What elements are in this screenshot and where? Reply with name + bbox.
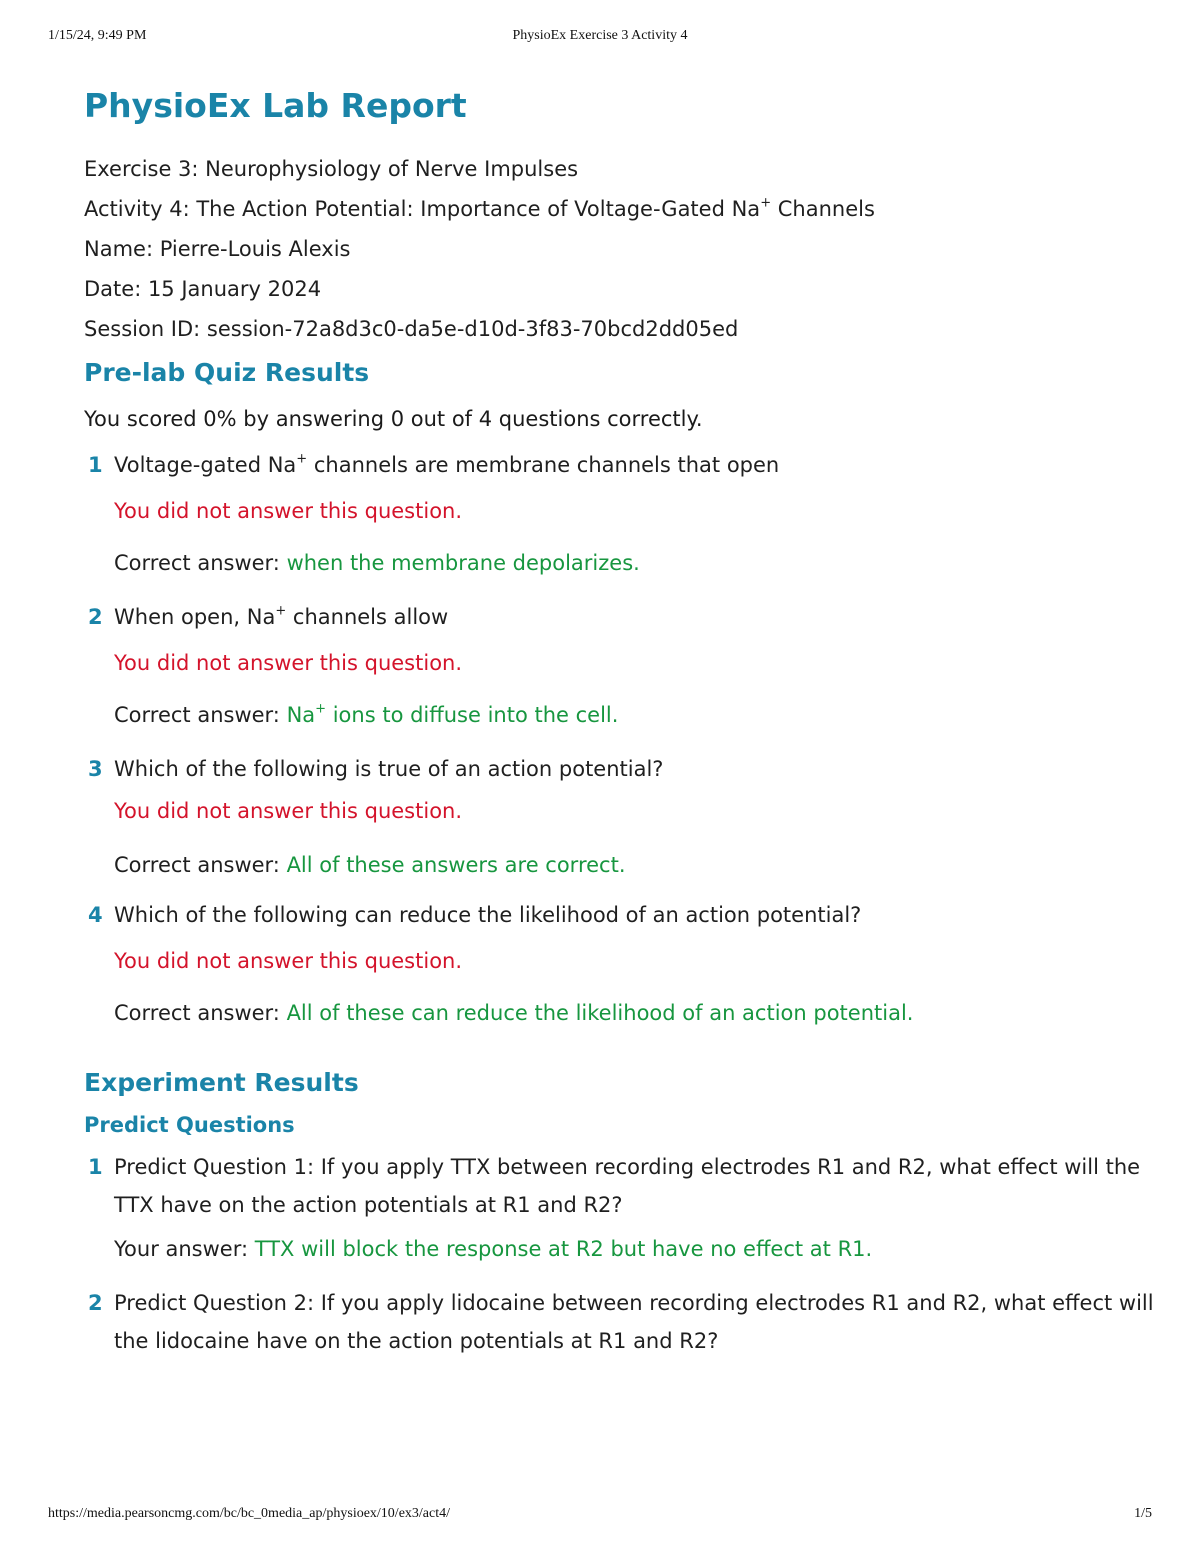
not-answered-notice: You did not answer this question. — [114, 499, 463, 523]
activity-text-end: Channels — [771, 197, 875, 221]
question-number: 3 — [88, 757, 103, 781]
correct-answer-label: Correct answer: — [114, 1001, 287, 1025]
question-line — [84, 896, 1154, 934]
your-answer-line — [84, 1236, 1154, 1262]
student-name: Name: Pierre-Louis Alexis — [84, 237, 351, 261]
predict-subheading: Predict Questions — [84, 1113, 295, 1137]
not-answered-notice: You did not answer this question. — [114, 651, 463, 675]
session-id: Session ID: session-72a8d3c0-da5e-d10d-3f83-70bcd2dd05ed — [84, 317, 739, 341]
question-text: Predict Question 2: If you apply lidocaine between recording electrodes R1 and R2, what effect will the lidocaine have on the action potentials at R1 and R2? — [114, 1291, 1154, 1353]
question-line — [84, 1148, 1154, 1224]
prelab-question — [84, 896, 1154, 1026]
not-answered-notice: You did not answer this question. — [114, 949, 463, 973]
report-content — [84, 84, 1154, 1360]
not-answered-notice: You did not answer this question. — [114, 799, 463, 823]
correct-answer-line — [84, 550, 1154, 576]
question-text: Predict Question 1: If you apply TTX between recording electrodes R1 and R2, what effect will the TTX have on the action potentials at R1 and R2? — [114, 1155, 1141, 1217]
print-footer — [0, 1506, 1200, 1526]
question-number: 2 — [88, 1291, 103, 1315]
print-doc-title: PhysioEx Exercise 3 Activity 4 — [512, 28, 688, 43]
predict-question — [84, 1148, 1154, 1262]
correct-answer-label: Correct answer: — [114, 551, 287, 575]
correct-answer-text: All of these can reduce the likelihood of an action potential. — [286, 1001, 914, 1025]
report-meta — [84, 156, 1154, 342]
question-line — [84, 750, 1154, 788]
report-date: Date: 15 January 2024 — [84, 277, 322, 301]
question-line — [84, 446, 1154, 484]
question-number: 2 — [88, 605, 103, 629]
print-url: https://media.pearsoncmg.com/bc/bc_0media_ap/physioex/10/ex3/act4/ — [48, 1506, 451, 1521]
activity-text: Activity 4: The Action Potential: Importance of Voltage-Gated Na — [84, 197, 761, 221]
your-answer-text: TTX will block the response at R2 but have no effect at R1. — [254, 1237, 873, 1261]
prelab-score: You scored 0% by answering 0 out of 4 questions correctly. — [84, 407, 703, 431]
correct-answer-text: All of these answers are correct. — [286, 853, 626, 877]
activity-line — [84, 196, 1154, 222]
correct-answer-line — [84, 852, 1154, 878]
correct-answer-line — [84, 702, 1154, 728]
correct-answer-label: Correct answer: — [114, 703, 287, 727]
print-datetime: 1/15/24, 9:49 PM — [48, 28, 147, 43]
correct-answer-label: Correct answer: — [114, 853, 287, 877]
experiment-heading: Experiment Results — [84, 1068, 359, 1097]
correct-answer-text: Na+ ions to diffuse into the cell. — [286, 701, 619, 727]
activity-superscript: + — [760, 195, 772, 211]
question-text: When open, Na+ channels allow — [114, 603, 449, 629]
prelab-heading: Pre-lab Quiz Results — [84, 358, 370, 387]
question-number: 4 — [88, 903, 103, 927]
prelab-question — [84, 750, 1154, 878]
correct-answer-line — [84, 1000, 1154, 1026]
question-text: Voltage-gated Na+ channels are membrane channels that open — [114, 451, 780, 477]
prelab-question — [84, 446, 1154, 576]
prelab-question — [84, 598, 1154, 728]
question-line — [84, 1284, 1154, 1360]
exercise-line: Exercise 3: Neurophysiology of Nerve Impulses — [84, 157, 579, 181]
question-number: 1 — [88, 1155, 103, 1179]
question-text: Which of the following is true of an action potential? — [114, 757, 664, 781]
print-header — [0, 28, 1200, 48]
question-number: 1 — [88, 453, 103, 477]
page-number: 1/5 — [1134, 1506, 1152, 1521]
correct-answer-text: when the membrane depolarizes. — [286, 551, 640, 575]
predict-question — [84, 1284, 1154, 1360]
question-line — [84, 598, 1154, 636]
report-title: PhysioEx Lab Report — [84, 86, 467, 125]
question-text: Which of the following can reduce the likelihood of an action potential? — [114, 903, 862, 927]
your-answer-label: Your answer: — [114, 1237, 255, 1261]
